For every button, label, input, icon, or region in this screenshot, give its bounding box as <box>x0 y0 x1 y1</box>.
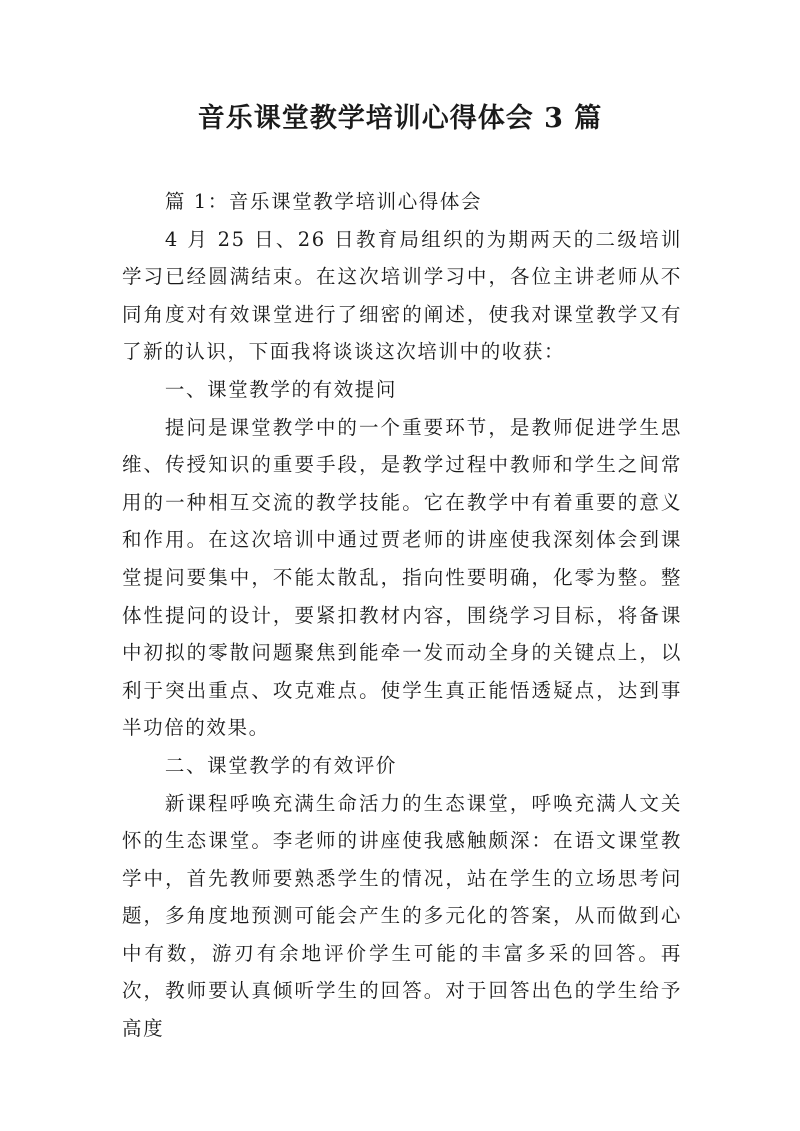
evaluation-paragraph: 新课程呼唤充满生命活力的生态课堂，呼唤充满人文关怀的生态课堂。李老师的讲座使我感触颇深：在语文课堂教学中，首先教师要熟悉学生的情况，站在学生的立场思考问题，多角度地预测可能会产生的多元化的答案，从而做到心中有数，游刃有余地评价学生可能的丰富多采的回答。再次，教师要认真倾听学生的回答。对于回答出色的学生给予高度 <box>122 791 682 1041</box>
section-heading-effective-questioning: 一、课堂教学的有效提问 <box>164 377 397 401</box>
section-heading-effective-evaluation: 二、课堂教学的有效评价 <box>164 753 397 777</box>
section-heading-part-1: 篇 1：音乐课堂教学培训心得体会 <box>164 190 483 213</box>
questioning-paragraph: 提问是课堂教学中的一个重要环节，是教师促进学生思维、传授知识的重要手段，是教学过程中教师和学生之间常用的一种相互交流的教学技能。它在教学中有着重要的意义和作用。在这次培训中通过贾老师的讲座使我深刻体会到课堂提问要集中，不能太散乱，指向性要明确，化零为整。整体性提问的设计，要紧扣教材内容，围绕学习目标，将备课中初拟的零散问题聚焦到能牵一发而动全身的关键点上，以利于突出重点、攻克难点。使学生真正能悟透疑点，达到事半功倍的效果。 <box>122 415 682 740</box>
document-title: 音乐课堂教学培训心得体会 3 篇 <box>197 103 603 134</box>
document-body <box>122 183 682 1048</box>
intro-paragraph: 4 月 25 日、26 日教育局组织的为期两天的二级培训学习已经圆满结束。在这次培训学习中，各位主讲老师从不同角度对有效课堂进行了细密的阐述，使我对课堂教学又有了新的认识，下面我将谈谈这次培训中的收获： <box>122 227 682 364</box>
